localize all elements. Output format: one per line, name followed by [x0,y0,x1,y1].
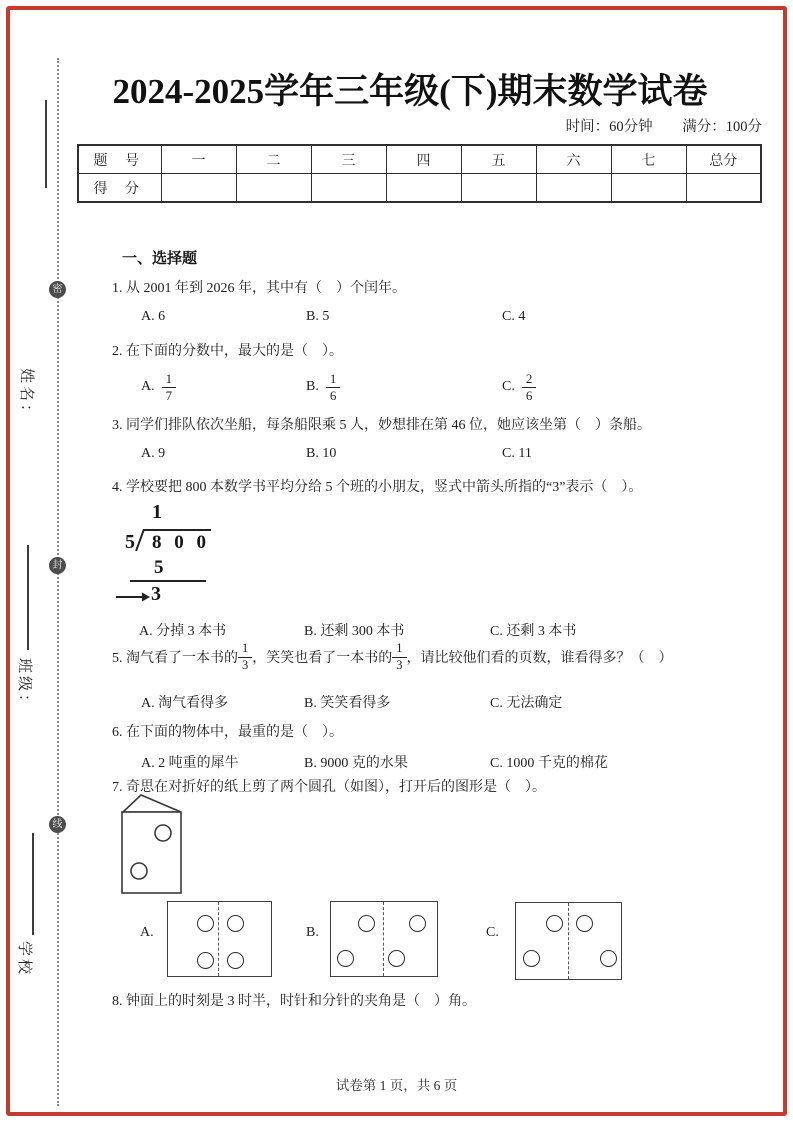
hole [523,950,540,967]
time-limit-label: 时间：60分钟 [565,119,653,135]
fold-line [218,902,219,976]
header-col-5: 五 [461,145,536,174]
fraction [162,372,177,402]
q1-option-c: C. 4 [502,309,526,324]
fraction-denominator: 6 [329,387,337,403]
q7-figure-label-a: A. [140,925,154,940]
score-cell [236,174,311,203]
score-cell [311,174,386,203]
question-5 [112,640,673,674]
name-write-line [45,100,47,188]
fraction [238,642,252,671]
hole [409,915,426,932]
section-title: 一、选择题 [122,251,198,267]
score-cell [686,174,761,203]
score-table [77,144,762,203]
name-label: 姓名： [18,368,34,423]
fraction-denominator: 3 [396,657,403,672]
q3-option-a: A. 9 [141,446,166,461]
score-cell [161,174,236,203]
score-cell [461,174,536,203]
fraction-denominator: 3 [242,657,249,672]
fraction-numerator: 1 [238,642,252,657]
q7-figure-label-c: C. [486,925,499,940]
footer-page-number: 试卷第 1 页，共 6 页 [335,1078,458,1093]
q7-figure-label-b: B. [306,925,319,940]
division-rule-line [130,580,206,582]
q5-text-post: ，请比较他们看的页数，谁看得多？（ ） [406,651,673,666]
hole [600,950,617,967]
seal-mark-xian: 线 [49,816,66,833]
q3-option-c: C. 11 [502,446,532,461]
hole [227,915,244,932]
hole [337,950,354,967]
fraction-numerator: 2 [522,372,537,388]
school-write-line [32,833,34,935]
division-bracket-slash [135,529,145,551]
q6-option-a: A. 2 吨重的犀牛 [141,756,239,771]
school-label: 学校 [16,941,32,978]
q5-option-b: B. 笑笑看得多 [304,696,391,711]
header-col-7: 七 [611,145,686,174]
exam-meta [566,115,762,136]
q2-option-c [502,372,536,402]
seal-mark-mi: 密 [49,281,66,298]
hole [358,915,375,932]
q2-option-a-letter: A. [141,379,155,395]
q2-option-b [306,372,340,402]
q4-option-c: C. 还剩 3 本书 [490,624,577,639]
header-col-3: 三 [311,145,386,174]
unfold-option-b-figure [330,901,438,977]
question-2: 2. 在下面的分数中，最大的是（ ）。 [112,344,343,359]
q6-option-b: B. 9000 克的水果 [304,756,408,771]
fraction [326,372,341,402]
score-table-score-row [78,174,761,203]
arrow-icon [116,590,150,602]
score-row-label: 得 分 [78,174,161,203]
header-col-4: 四 [386,145,461,174]
question-4: 4. 学校要把 800 本数学书平均分给 5 个班的小朋友，竖式中箭头所指的“3”表示（ ）。 [112,480,643,495]
header-question-number: 题 号 [78,145,161,174]
unfold-option-a-figure [167,901,272,977]
q4-option-a: A. 分掉 3 本书 [139,624,227,639]
header-col-1: 一 [161,145,236,174]
fold-line [383,902,384,976]
hole [197,952,214,969]
division-divisor: 5 [125,531,135,553]
score-table-header-row [78,145,761,174]
hole [197,915,214,932]
q3-option-b: B. 10 [306,446,337,461]
fraction-denominator: 7 [165,387,173,403]
fraction-numerator: 1 [162,372,177,388]
question-7: 7. 奇思在对折好的纸上剪了两个圆孔（如图），打开后的图形是（ ）。 [112,780,546,795]
class-write-line [27,545,29,650]
q5-text-pre: 5. 淘气看了一本书的 [112,651,238,666]
hole [227,952,244,969]
fraction-numerator: 1 [392,642,406,657]
score-cell [536,174,611,203]
division-quotient: 1 [152,501,162,523]
page-title: 2024-2025学年三年级(下)期末数学试卷 [112,72,708,111]
long-division-figure [116,498,236,610]
fraction-numerator: 1 [326,372,341,388]
fraction [392,642,406,671]
header-col-6: 六 [536,145,611,174]
class-label: 班级： [16,658,32,713]
seal-mark-feng: 封 [49,557,66,574]
fold-line [568,903,569,979]
unfold-option-c-figure [515,902,622,980]
question-1: 1. 从 2001 年到 2026 年，其中有（ ）个闰年。 [112,281,406,296]
header-total: 总分 [686,145,761,174]
hole [576,915,593,932]
q2-option-c-letter: C. [502,379,515,395]
fraction [522,372,537,402]
q2-option-a [141,372,176,402]
full-score-label: 满分：100分 [682,119,762,135]
q5-option-a: A. 淘气看得多 [141,696,229,711]
hole [388,950,405,967]
q2-option-b-letter: B. [306,379,319,395]
q1-option-b: B. 5 [306,309,330,324]
division-partial: 5 [154,557,164,578]
score-cell [611,174,686,203]
header-col-2: 二 [236,145,311,174]
division-bracket-bar [143,529,211,531]
fraction-denominator: 6 [525,387,533,403]
seal-dotted-line [57,58,59,1106]
division-remainder: 3 [151,583,161,605]
q6-option-c: C. 1000 千克的棉花 [490,756,608,771]
question-3: 3. 同学们排队依次坐船，每条船限乘 5 人，妙想排在第 46 位，她应该坐第（ ）条船。 [112,418,651,433]
hole [546,915,563,932]
score-cell [386,174,461,203]
question-6: 6. 在下面的物体中，最重的是（ ）。 [112,725,343,740]
q4-option-b: B. 还剩 300 本书 [304,624,405,639]
q5-option-c: C. 无法确定 [490,696,563,711]
q1-option-a: A. 6 [141,309,166,324]
question-8: 8. 钟面上的时刻是 3 时半，时针和分针的夹角是（ ）角。 [112,994,476,1009]
folded-paper-figure [113,789,197,901]
q5-text-mid: ，笑笑也看了一本书的 [252,651,393,666]
division-dividend: 8 0 0 [152,532,210,553]
